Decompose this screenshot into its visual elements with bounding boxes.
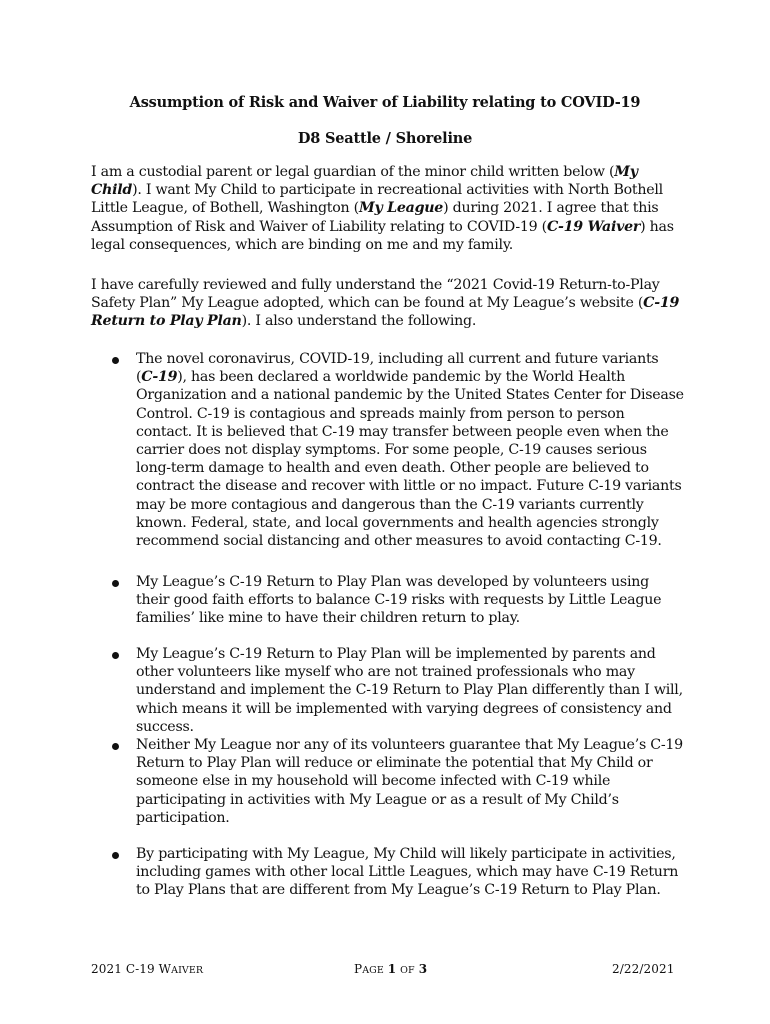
- plan-text-2: ). I also understand the following.: [241, 313, 477, 330]
- term-my-child: My Child: [91, 164, 638, 199]
- bullet-dot-icon: [112, 743, 119, 750]
- intro-text-4: ) has legal consequences, which are binding on me and my family.: [91, 218, 674, 253]
- footer-date: 2/22/2021: [612, 962, 675, 976]
- term-c19: C-19: [141, 369, 178, 386]
- term-return-to-play-plan: C-19 Return to Play Plan: [91, 295, 680, 330]
- document-title: Assumption of Risk and Waiver of Liability relating to COVID-19: [129, 94, 641, 111]
- footer-name-b: AIVER: [171, 965, 204, 976]
- bullet-dot-icon: [112, 580, 119, 587]
- footer-page-number: [354, 962, 427, 976]
- footer-name-a: 2021 C-19 W: [91, 962, 172, 976]
- intro-text-3: ) during 2021. I agree that this Assumption of Risk and Waiver of Liability relating to COVID-19 (: [91, 200, 659, 235]
- intro-text-1: I am a custodial parent or legal guardian of the minor child written below (: [91, 164, 615, 180]
- footer-page-of: OF: [400, 965, 415, 976]
- bullet-dot-icon: [112, 357, 119, 364]
- bullet1-text-2: ), has been declared a worldwide pandemic by the World Health Organization and a national pandemic by the United States Center for Disease Control. C-19 is contagious and spreads mainly from person to person contact. It is believed that C-19 may transfer between people even when the carrier does not display symptoms. For some people, C-19 causes serious long-term damage to health and even death. Other people are believed to contract the disease and recover with little or no impact. Future C-19 variants may be more contagious and dangerous than the C-19 variants currently known. Federal, state, and local governments and health agencies strongly recommend social distancing and other measures to avoid contacting C-19.: [136, 369, 684, 550]
- term-my-league: My League: [358, 200, 444, 217]
- term-c19-waiver: C-19 Waiver: [546, 218, 641, 235]
- document-subtitle: D8 Seattle / Shoreline: [297, 130, 473, 147]
- footer-page-current: 1: [387, 962, 397, 976]
- bullet-text: Neither My League nor any of its volunteers guarantee that My League’s C-19 Return to Play Plan will reduce or eliminate the potential that My Child or someone else in my household will become infected with C-19 while participating in activities with My League or as a result of My Child’s participation.: [136, 737, 683, 826]
- footer-page-total: 3: [418, 962, 428, 976]
- intro-text-2: ). I want My Child to participate in recreational activities with North Bothell Little League, of Bothell, Washington (: [91, 182, 663, 217]
- bullet-text: My League’s C-19 Return to Play Plan will be implemented by parents and other volunteers like myself who are not trained professionals who may understand and implement the C-19 Return to Play Plan differently than I will, which means it will be implemented with varying degrees of consistency and success.: [136, 646, 683, 735]
- footer-page-b: AGE: [362, 965, 384, 976]
- footer-page-a: P: [354, 962, 363, 976]
- plan-paragraph: [91, 276, 683, 331]
- bullet-dot-icon: [112, 652, 119, 659]
- footer-document-name: [91, 962, 203, 976]
- bullet-text: By participating with My League, My Child will likely participate in activities, including games with other local Little Leagues, which may have C-19 Return to Play Plans that are different from My League’s C-19 Return to Play Plan.: [136, 846, 679, 899]
- intro-paragraph: [91, 163, 683, 254]
- bullet-dot-icon: [112, 852, 119, 859]
- bullet1-text-1: The novel coronavirus, COVID-19, including all current and future variants (: [136, 351, 659, 386]
- plan-text-1: I have carefully reviewed and fully understand the “2021 Covid-19 Return-to-Play Safety Plan” My League adopted, which can be found at My League’s website (: [91, 277, 660, 312]
- bullet-text: My League’s C-19 Return to Play Plan was developed by volunteers using their good faith efforts to balance C-19 risks with requests by Little League families’ like mine to have their children return to play.: [136, 574, 662, 627]
- bullet-text: [136, 350, 684, 550]
